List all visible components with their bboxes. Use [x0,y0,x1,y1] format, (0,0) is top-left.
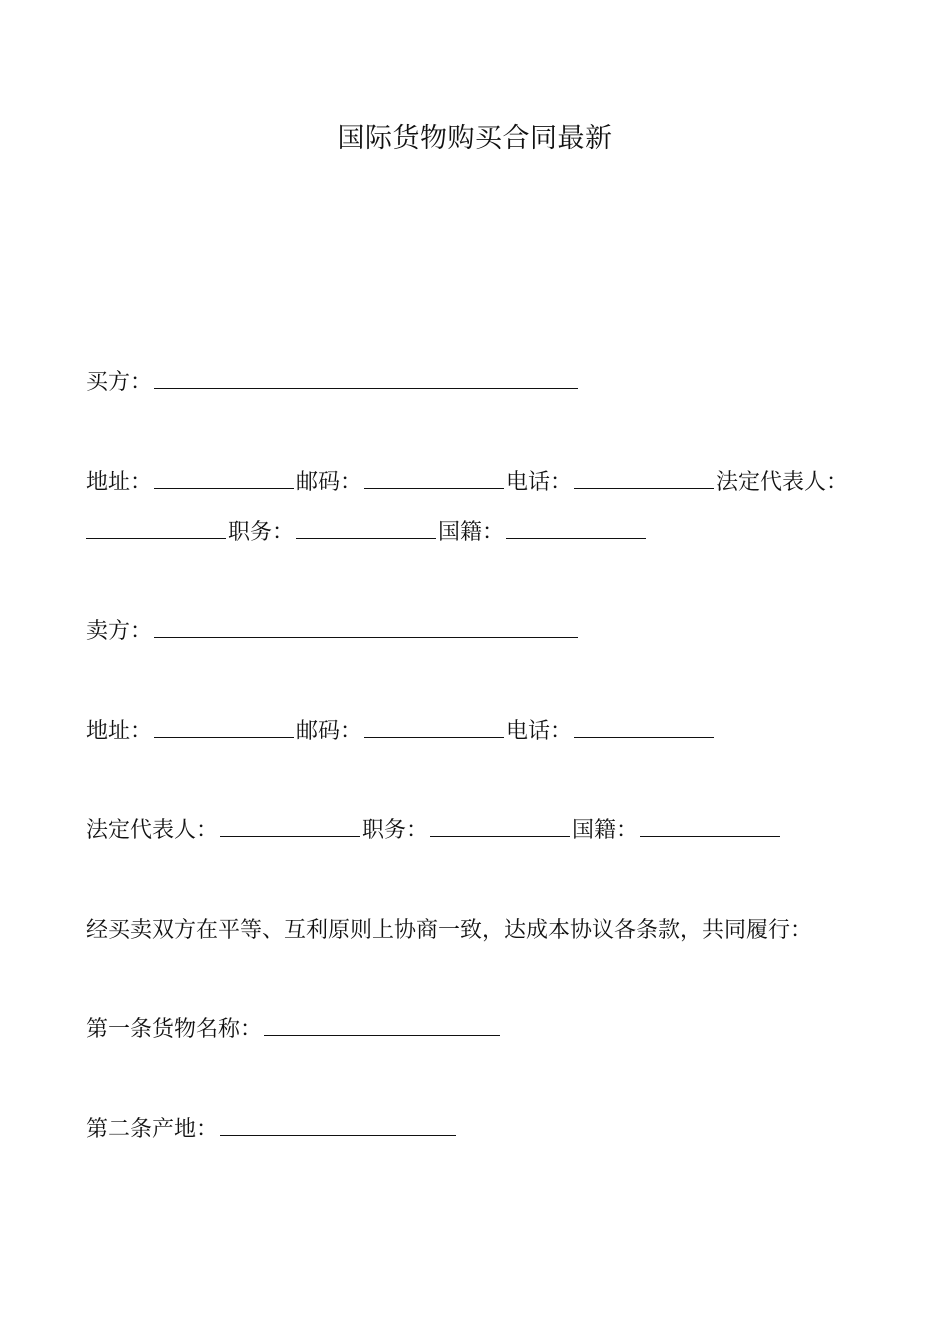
seller-name-blank[interactable] [154,619,578,638]
seller-address-label: 地址： [86,719,153,744]
seller-phone-blank[interactable] [574,719,714,738]
buyer-line [86,370,886,396]
seller-nationality-blank[interactable] [640,818,780,837]
clause-origin-label: 第二条产地： [86,1117,219,1142]
clause-goods-name-label: 第一条货物名称： [86,1017,263,1042]
seller-rep-line [86,818,886,844]
buyer-legal-rep-blank[interactable] [86,520,226,539]
seller-postcode-label: 邮码： [296,719,363,744]
buyer-position-label: 职务： [228,520,295,545]
clause-origin-line [86,1117,886,1143]
buyer-rep-line [86,520,886,546]
seller-position-label: 职务： [362,818,429,843]
buyer-postcode-label: 邮码： [296,470,363,495]
clause-origin-blank[interactable] [220,1117,456,1136]
clause-goods-name-line [86,1017,886,1043]
preamble-line [86,918,886,944]
seller-address-line [86,719,886,745]
document-title: 国际货物购买合同最新 [337,123,613,154]
seller-phone-label: 电话： [506,719,573,744]
buyer-name-blank[interactable] [154,370,578,389]
seller-line [86,619,886,645]
seller-legal-rep-label: 法定代表人： [86,818,219,843]
buyer-label: 买方： [86,370,153,395]
seller-label: 卖方： [86,619,153,644]
clause-goods-name-blank[interactable] [264,1017,500,1036]
seller-position-blank[interactable] [430,818,570,837]
buyer-address-blank[interactable] [154,470,294,489]
buyer-nationality-label: 国籍： [438,520,505,545]
buyer-position-blank[interactable] [296,520,436,539]
buyer-address-line [86,470,886,496]
seller-postcode-blank[interactable] [364,719,504,738]
preamble-text: 经买卖双方在平等、互利原则上协商一致，达成本协议各条款，共同履行： [86,918,813,943]
buyer-address-label: 地址： [86,470,153,495]
buyer-phone-blank[interactable] [574,470,714,489]
seller-nationality-label: 国籍： [572,818,639,843]
buyer-legal-rep-label: 法定代表人： [716,470,849,495]
seller-address-blank[interactable] [154,719,294,738]
buyer-nationality-blank[interactable] [506,520,646,539]
seller-legal-rep-blank[interactable] [220,818,360,837]
buyer-postcode-blank[interactable] [364,470,504,489]
buyer-phone-label: 电话： [506,470,573,495]
